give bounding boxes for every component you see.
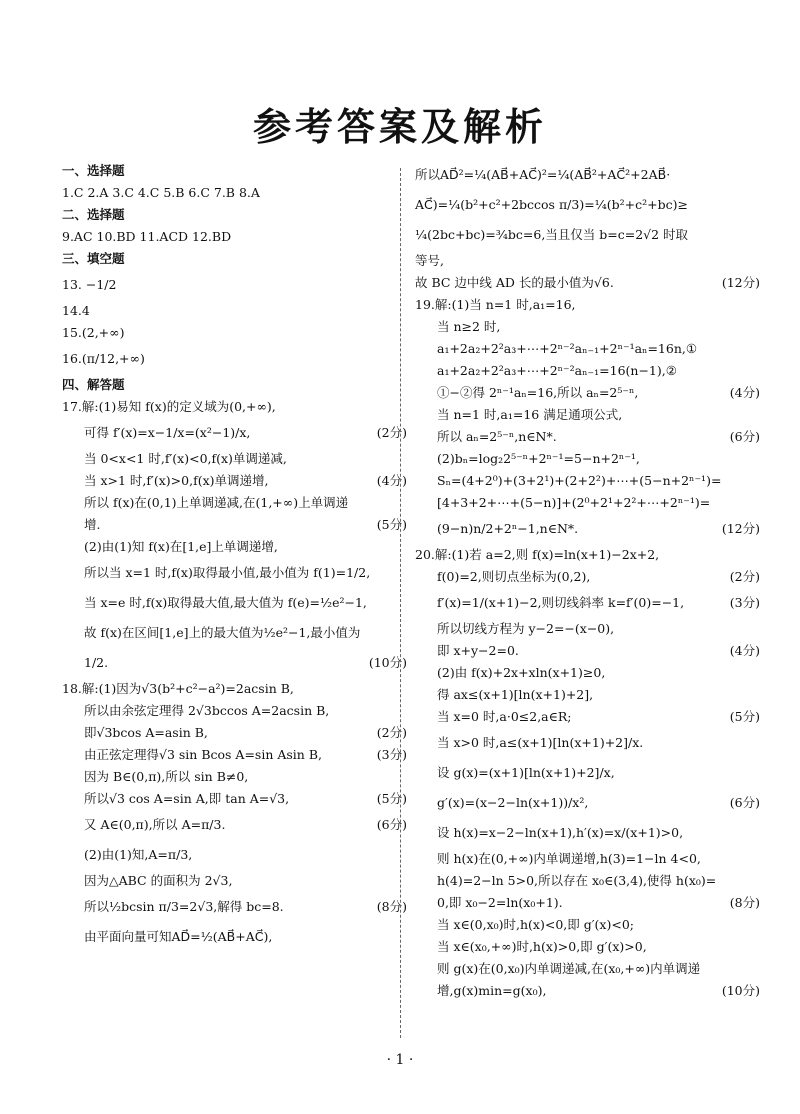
line-text: AC⃗)=¼(b²+c²+2bccos π/3)=¼(b²+c²+bc)≥ [415, 197, 688, 212]
score-label: (10分) [721, 983, 760, 998]
answer-line [62, 322, 407, 344]
line-text: 当 x=e 时,f(x)取得最大值,最大值为 f(e)=½e²−1, [84, 595, 367, 610]
line-text: 由平面向量可知AD⃗=½(AB⃗+AC⃗), [84, 929, 273, 944]
line-text: a₁+2a₂+2²a₃+⋯+2ⁿ⁻²aₙ₋₁=16(n−1),② [437, 363, 677, 378]
line-text: 所以当 x=1 时,f(x)取得最小值,最小值为 f(1)=1/2, [84, 565, 371, 580]
answer-line [62, 700, 407, 722]
answer-line [415, 492, 760, 514]
line-text: 增. [84, 517, 101, 532]
line-text: 所以√3 cos A=sin A,即 tan A=√3, [84, 791, 290, 806]
answer-line [415, 190, 760, 220]
line-text: g′(x)=(x−2−ln(x+1))/x², [437, 795, 589, 810]
score-label: (6分) [376, 817, 407, 832]
score-label: (4分) [729, 643, 760, 658]
answer-line [62, 722, 407, 744]
line-text: 因为 B∈(0,π),所以 sin B≠0, [84, 769, 249, 784]
line-text: 等号, [415, 253, 444, 268]
line-text: 所以½bcsin π/3=2√3,解得 bc=8. [84, 899, 284, 914]
answer-line [62, 558, 407, 588]
line-text: f(0)=2,则切点坐标为(0,2), [437, 569, 591, 584]
section-heading [62, 204, 407, 226]
line-text: 可得 f′(x)=x−1/x=(x²−1)/x, [84, 425, 251, 440]
answer-line [415, 404, 760, 426]
answer-line [415, 272, 760, 294]
answer-line [415, 566, 760, 588]
line-text: 故 f(x)在区间[1,e]上的最大值为½e²−1,最小值为 [84, 625, 361, 640]
answer-line [62, 344, 407, 374]
line-text: 13. −1/2 [62, 277, 117, 292]
answer-line [415, 892, 760, 914]
line-text: (2)由 f(x)+2x+xln(x+1)≥0, [437, 665, 606, 680]
page-number: · 1 · [386, 1052, 414, 1068]
line-text: 故 BC 边中线 AD 长的最小值为√6. [415, 275, 614, 290]
answer-line [415, 426, 760, 448]
page-title: 参考答案及解析 [252, 105, 547, 149]
answer-line [415, 294, 760, 316]
answer-line [415, 618, 760, 640]
answer-line [62, 396, 407, 418]
line-text: 得 ax≤(x+1)[ln(x+1)+2], [437, 687, 594, 702]
line-text: 当 n=1 时,a₁=16 满足通项公式, [437, 407, 623, 422]
left-column [62, 160, 407, 952]
line-text: 增,g(x)min=g(x₀), [437, 983, 547, 998]
answer-line [415, 818, 760, 848]
line-text: 所以由余弦定理得 2√3bccos A=2acsin B, [84, 703, 330, 718]
line-text: 由正弦定理得√3 sin Bcos A=sin Asin B, [84, 747, 322, 762]
answer-line [415, 706, 760, 728]
answer-line [415, 470, 760, 492]
line-text: 当 x∈(0,x₀)时,h(x)<0,即 g′(x)<0; [437, 917, 634, 932]
line-text: 20.解:(1)若 a=2,则 f(x)=ln(x+1)−2x+2, [415, 547, 660, 562]
line-text: 因为△ABC 的面积为 2√3, [84, 873, 233, 888]
answer-line [62, 270, 407, 300]
answer-line [415, 936, 760, 958]
line-text: 当 0<x<1 时,f′(x)<0,f(x)单调递减, [84, 451, 287, 466]
score-label: (6分) [729, 795, 760, 810]
score-label: (2分) [376, 425, 407, 440]
answer-line [62, 648, 407, 678]
answer-line [415, 588, 760, 618]
line-text: 设 g(x)=(x+1)[ln(x+1)+2]/x, [437, 765, 615, 780]
line-text: 所以切线方程为 y−2=−(x−0), [437, 621, 615, 636]
answer-line [415, 316, 760, 338]
line-text: 1/2. [84, 655, 109, 670]
line-text: 设 h(x)=x−2−ln(x+1),h′(x)=x/(x+1)>0, [437, 825, 684, 840]
line-text: (9−n)n/2+2ⁿ−1,n∈N*. [437, 521, 579, 536]
answer-line [415, 662, 760, 684]
answer-line [415, 758, 760, 788]
line-text: h(4)=2−ln 5>0,所以存在 x₀∈(3,4),使得 h(x₀)= [437, 873, 717, 888]
line-text: 当 x>0 时,a≤(x+1)[ln(x+1)+2]/x. [437, 735, 644, 750]
score-label: (2分) [376, 725, 407, 740]
answer-line [62, 922, 407, 952]
answer-line [62, 678, 407, 700]
line-text: f′(x)=1/(x+1)−2,则切线斜率 k=f′(0)=−1, [437, 595, 685, 610]
answer-line [415, 914, 760, 936]
answer-line [415, 382, 760, 404]
answer-line [62, 892, 407, 922]
line-text: 当 x>1 时,f′(x)>0,f(x)单调递增, [84, 473, 269, 488]
score-label: (5分) [729, 709, 760, 724]
answer-line [415, 870, 760, 892]
line-text: 四、解答题 [62, 377, 125, 392]
answer-line [415, 160, 760, 190]
line-text: ¼(2bc+bc)=¾bc=6,当且仅当 b=c=2√2 时取 [415, 227, 689, 242]
score-label: (2分) [729, 569, 760, 584]
answer-line [62, 744, 407, 766]
score-label: (5分) [376, 791, 407, 806]
section-heading [62, 374, 407, 396]
answer-line [62, 618, 407, 648]
line-text: 即 x+y−2=0. [437, 643, 519, 658]
answer-line [415, 728, 760, 758]
score-label: (4分) [376, 473, 407, 488]
line-text: 三、填空题 [62, 251, 125, 266]
answer-line [415, 788, 760, 818]
line-text: ①−②得 2ⁿ⁻¹aₙ=16,所以 aₙ=2⁵⁻ⁿ, [437, 385, 639, 400]
line-text: 当 n≥2 时, [437, 319, 501, 334]
line-text: 0,即 x₀−2=ln(x₀+1). [437, 895, 563, 910]
line-text: 所以 f(x)在(0,1)上单调递减,在(1,+∞)上单调递 [84, 495, 349, 510]
line-text: 17.解:(1)易知 f(x)的定义域为(0,+∞), [62, 399, 276, 414]
line-text: 一、选择题 [62, 163, 125, 178]
score-label: (5分) [376, 517, 407, 532]
answer-line [415, 448, 760, 470]
answer-line [415, 684, 760, 706]
line-text: 则 h(x)在(0,+∞)内单调递增,h(3)=1−ln 4<0, [437, 851, 701, 866]
answer-line [62, 588, 407, 618]
score-label: (8分) [376, 899, 407, 914]
section-heading [62, 160, 407, 182]
line-text: 14.4 [62, 303, 90, 318]
answer-line [62, 226, 407, 248]
answer-line [415, 250, 760, 272]
line-text: (2)由(1)知 f(x)在[1,e]上单调递增, [84, 539, 278, 554]
section-heading [62, 248, 407, 270]
answer-line [62, 810, 407, 840]
line-text: [4+3+2+⋯+(5−n)]+(2⁰+2¹+2²+⋯+2ⁿ⁻¹)= [437, 495, 711, 510]
score-label: (12分) [721, 521, 760, 536]
line-text: Sₙ=(4+2⁰)+(3+2¹)+(2+2²)+⋯+(5−n+2ⁿ⁻¹)= [437, 473, 722, 488]
line-text: 9.AC 10.BD 11.ACD 12.BD [62, 229, 232, 244]
answer-line [415, 338, 760, 360]
line-text: 则 g(x)在(0,x₀)内单调递减,在(x₀,+∞)内单调递 [437, 961, 701, 976]
line-text: 二、选择题 [62, 207, 125, 222]
line-text: (2)由(1)知,A=π/3, [84, 847, 193, 862]
line-text: 又 A∈(0,π),所以 A=π/3. [84, 817, 226, 832]
answer-line [415, 640, 760, 662]
answer-line [62, 788, 407, 810]
line-text: 所以AD⃗²=¼(AB⃗+AC⃗)²=¼(AB⃗²+AC⃗²+2AB⃗· [415, 167, 671, 182]
line-text: 当 x∈(x₀,+∞)时,h(x)>0,即 g′(x)>0, [437, 939, 647, 954]
answer-line [415, 958, 760, 980]
answer-line [62, 514, 407, 536]
answer-line [62, 766, 407, 788]
answer-line [415, 514, 760, 544]
answer-line [62, 300, 407, 322]
score-label: (10分) [368, 655, 407, 670]
line-text: 1.C 2.A 3.C 4.C 5.B 6.C 7.B 8.A [62, 185, 260, 200]
column-divider [400, 168, 401, 1038]
answer-line [62, 448, 407, 470]
score-label: (3分) [376, 747, 407, 762]
answer-line [62, 492, 407, 514]
answer-line [415, 848, 760, 870]
answer-line [415, 220, 760, 250]
answer-line [415, 544, 760, 566]
answer-line [62, 870, 407, 892]
answer-line [62, 418, 407, 448]
score-label: (4分) [729, 385, 760, 400]
answer-line [62, 470, 407, 492]
line-text: 18.解:(1)因为√3(b²+c²−a²)=2acsin B, [62, 681, 294, 696]
score-label: (12分) [721, 275, 760, 290]
score-label: (6分) [729, 429, 760, 444]
line-text: a₁+2a₂+2²a₃+⋯+2ⁿ⁻²aₙ₋₁+2ⁿ⁻¹aₙ=16n,① [437, 341, 698, 356]
answer-line [62, 536, 407, 558]
score-label: (3分) [729, 595, 760, 610]
answer-line [415, 360, 760, 382]
answer-line [62, 182, 407, 204]
line-text: (2)bₙ=log₂2⁵⁻ⁿ+2ⁿ⁻¹=5−n+2ⁿ⁻¹, [437, 451, 640, 466]
answer-line [415, 980, 760, 1002]
answer-line [62, 840, 407, 870]
line-text: 16.(π/12,+∞) [62, 351, 145, 366]
line-text: 当 x=0 时,a·0≤2,a∈R; [437, 709, 572, 724]
line-text: 即√3bcos A=asin B, [84, 725, 208, 740]
line-text: 15.(2,+∞) [62, 325, 125, 340]
right-column [415, 160, 760, 1002]
line-text: 19.解:(1)当 n=1 时,a₁=16, [415, 297, 576, 312]
score-label: (8分) [729, 895, 760, 910]
line-text: 所以 aₙ=2⁵⁻ⁿ,n∈N*. [437, 429, 557, 444]
